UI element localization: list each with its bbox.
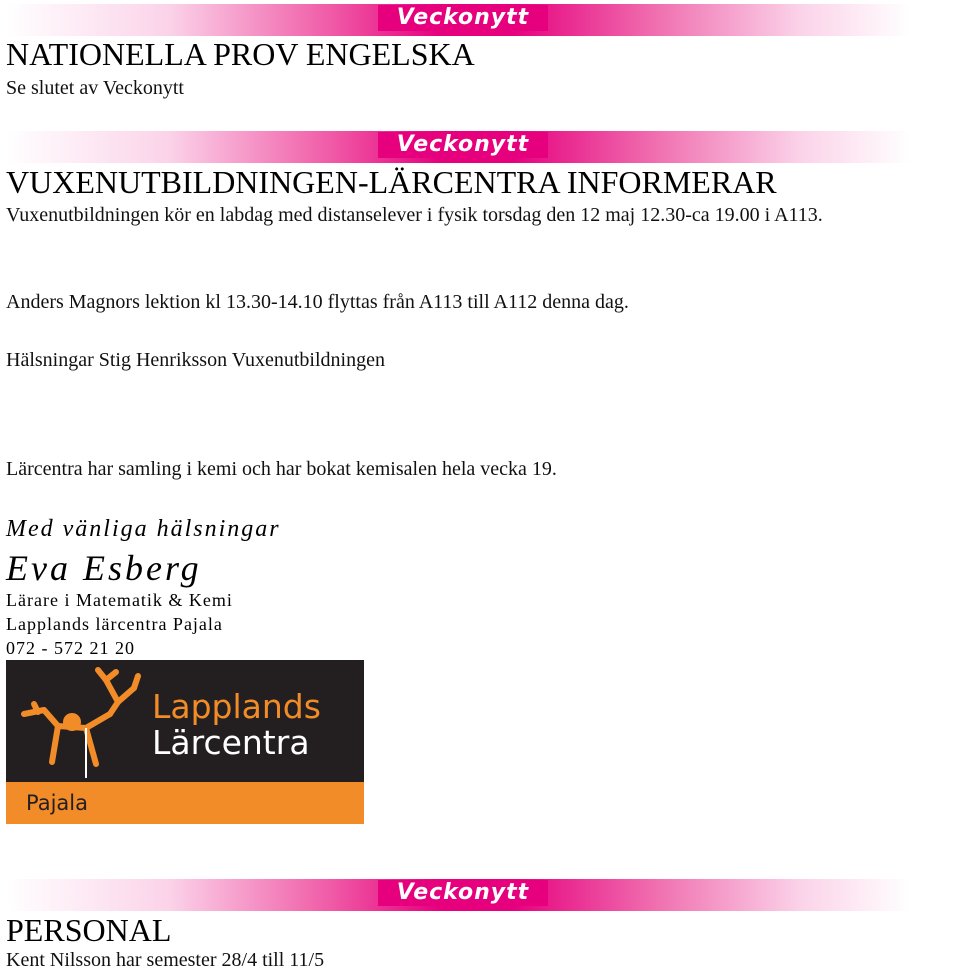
vux-paragraph-kemi: Lärcentra har samling i kemi och har bokat kemisalen hela vecka 19. <box>6 458 557 480</box>
heading-vuxenutbildningen: VUXENUTBILDNINGEN-LÄRCENTRA INFORMERAR <box>6 164 777 200</box>
logo-text-pajala: Pajala <box>26 791 88 815</box>
signature-org: Lapplands lärcentra Pajala <box>6 614 223 634</box>
vux-paragraph-lektion: Anders Magnors lektion kl 13.30-14.10 flyttas från A113 till A112 denna dag. <box>6 291 629 313</box>
veckonytt-banner <box>6 4 910 36</box>
prov-note: Se slutet av Veckonytt <box>6 77 184 99</box>
veckonytt-logo: Veckonytt <box>378 132 548 158</box>
signature-phone: 072 - 572 21 20 <box>6 638 135 658</box>
lapplands-larcentra-logo <box>6 660 364 824</box>
personal-note: Kent Nilsson har semester 28/4 till 11/5 <box>6 949 325 971</box>
heading-nationella-prov: NATIONELLA PROV ENGELSKA <box>6 36 475 72</box>
logo-text-lapplands: Lapplands <box>152 687 321 726</box>
greeting: Med vänliga hälsningar <box>6 516 281 542</box>
signature-role: Lärare i Matematik & Kemi <box>6 590 233 610</box>
vux-paragraph-labdag: Vuxenutbildningen kör en labdag med distanselever i fysik torsdag den 12 maj 12.30-ca 19.00 i A113. <box>6 204 823 226</box>
signature-name: Eva Esberg <box>6 548 202 588</box>
reindeer-icon <box>14 666 144 782</box>
veckonytt-logo: Veckonytt <box>378 5 548 31</box>
veckonytt-logo: Veckonytt <box>378 880 548 906</box>
vux-paragraph-halsningar: Hälsningar Stig Henriksson Vuxenutbildningen <box>6 349 385 371</box>
veckonytt-banner <box>6 131 910 163</box>
veckonytt-banner <box>6 879 910 911</box>
heading-personal: PERSONAL <box>6 912 172 948</box>
logo-text-larcentra: Lärcentra <box>152 723 310 762</box>
